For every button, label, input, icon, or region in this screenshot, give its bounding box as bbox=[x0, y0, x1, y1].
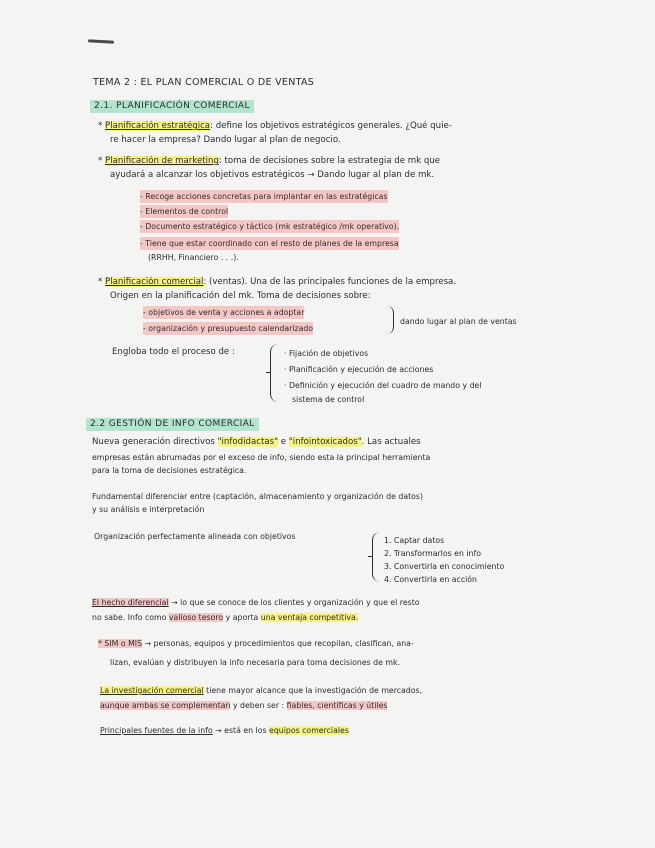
sim-mis-term: * SIM o MIS bbox=[98, 639, 143, 648]
estrategica-term: Planificación estratégica bbox=[105, 121, 211, 131]
comercial-line1: * Planificación comercial: (ventas). Una de las principales funciones de la empresa. bbox=[98, 277, 457, 287]
para1-line2: empresas están abrumadas por el exceso de info, siendo esta la principal herramienta bbox=[92, 453, 431, 462]
comercial-sub1: - objetivos de venta y acciones a adoptar bbox=[143, 308, 305, 317]
para6-line1: La investigación comercial tiene mayor alcance que la investigación de mercados, bbox=[100, 686, 423, 695]
infointoxicados-term: "infointoxicados" bbox=[288, 437, 362, 447]
engloba-item-4: sistema de control bbox=[292, 395, 365, 404]
comercial-brace-note: dando lugar al plan de ventas bbox=[400, 317, 517, 326]
page-dash-mark bbox=[88, 39, 114, 43]
para3-item-2: 2. Transformarlos en info bbox=[384, 549, 481, 558]
marketing-line2: ayudará a alcanzar los objetivos estratégicos → Dando lugar al plan de mk. bbox=[110, 170, 435, 180]
engloba-item-2: · Planificación y ejecución de acciones bbox=[284, 365, 434, 374]
para3-item-1: 1. Captar datos bbox=[384, 536, 445, 545]
para4-line1: El hecho diferencial → lo que se conoce de los clientes y organización y que el resto bbox=[92, 598, 420, 607]
engloba-label: Engloba todo el proceso de : bbox=[112, 347, 235, 357]
para3-item-3: 3. Convertirla en conocimiento bbox=[384, 562, 505, 571]
section-heading-gestion: 2.2 GESTIÓN DE INFO COMERCIAL bbox=[86, 418, 259, 431]
para3-brace bbox=[372, 532, 381, 582]
marketing-item-3: - Documento estratégico y táctico (mk estratégico /mk operativo). bbox=[140, 222, 400, 231]
para1-line1: Nueva generación directivos "infodidactas" e "infointoxicados". Las actuales bbox=[92, 437, 421, 447]
fuentes-info-term: Principales fuentes de la info bbox=[100, 726, 213, 735]
para3-item-4: 4. Convertirla en acción bbox=[384, 575, 477, 584]
estrategica-line2: re hacer la empresa? Dando lugar al plan de negocio. bbox=[110, 135, 341, 145]
para1-line3: para la toma de decisiones estratégica. bbox=[92, 466, 247, 475]
engloba-brace bbox=[270, 344, 279, 402]
comercial-term: Planificación comercial bbox=[105, 277, 204, 287]
hecho-diferencial-term: El hecho diferencial bbox=[92, 598, 169, 607]
marketing-item-1: - Recoge acciones concretas para implantar en las estratégicas bbox=[140, 192, 388, 201]
para2-line2: y su análisis e interpretación bbox=[92, 505, 205, 514]
engloba-item-1: · Fijación de objetivos bbox=[284, 349, 369, 358]
comercial-brace bbox=[387, 306, 394, 334]
para6-line2: aunque ambas se complementan y deben ser : fiables, científicas y útiles bbox=[100, 701, 388, 710]
page-title: TEMA 2 : EL PLAN COMERCIAL O DE VENTAS bbox=[93, 77, 315, 88]
section-heading-planificacion: 2.1. PLANIFICACIÓN COMERCIAL bbox=[90, 100, 254, 113]
comercial-line2: Origen en la planificación del mk. Toma de decisiones sobre: bbox=[110, 291, 371, 301]
para3-label: Organización perfectamente alineada con objetivos bbox=[94, 532, 296, 541]
comercial-sub2: - organización y presupuesto calendarizado bbox=[143, 324, 314, 333]
engloba-item-3: · Definición y ejecución del cuadro de mando y del bbox=[284, 381, 482, 390]
para5-line2: lizan, evalúan y distribuyen la info necesaria para toma decisiones de mk. bbox=[110, 658, 400, 667]
marketing-line1: * Planificación de marketing: toma de decisiones sobre la estrategia de mk que bbox=[98, 156, 441, 166]
marketing-item-5: (RRHH, Financiero . . .). bbox=[148, 253, 239, 262]
para5-line1: * SIM o MIS → personas, equipos y procedimientos que recopilan, clasifican, ana- bbox=[98, 639, 414, 648]
marketing-term: Planificación de marketing bbox=[105, 156, 219, 166]
investigacion-comercial-term: La investigación comercial bbox=[100, 686, 204, 695]
para2-line1: Fundamental diferenciar entre (captación, almacenamiento y organización de datos) bbox=[92, 492, 424, 501]
para7-line1: Principales fuentes de la info → está en los equipos comerciales bbox=[100, 726, 349, 735]
estrategica-line1: * Planificación estratégica: define los objetivos estratégicos generales. ¿Qué quie- bbox=[98, 121, 452, 131]
marketing-item-2: - Elementos de control bbox=[140, 207, 229, 216]
infodidactas-term: "infodidactas" bbox=[217, 437, 279, 447]
para4-line2: no sabe. Info como valioso tesoro y aporta una ventaja competitiva. bbox=[92, 613, 359, 622]
marketing-item-4: - Tiene que estar coordinado con el resto de planes de la empresa bbox=[140, 239, 399, 248]
